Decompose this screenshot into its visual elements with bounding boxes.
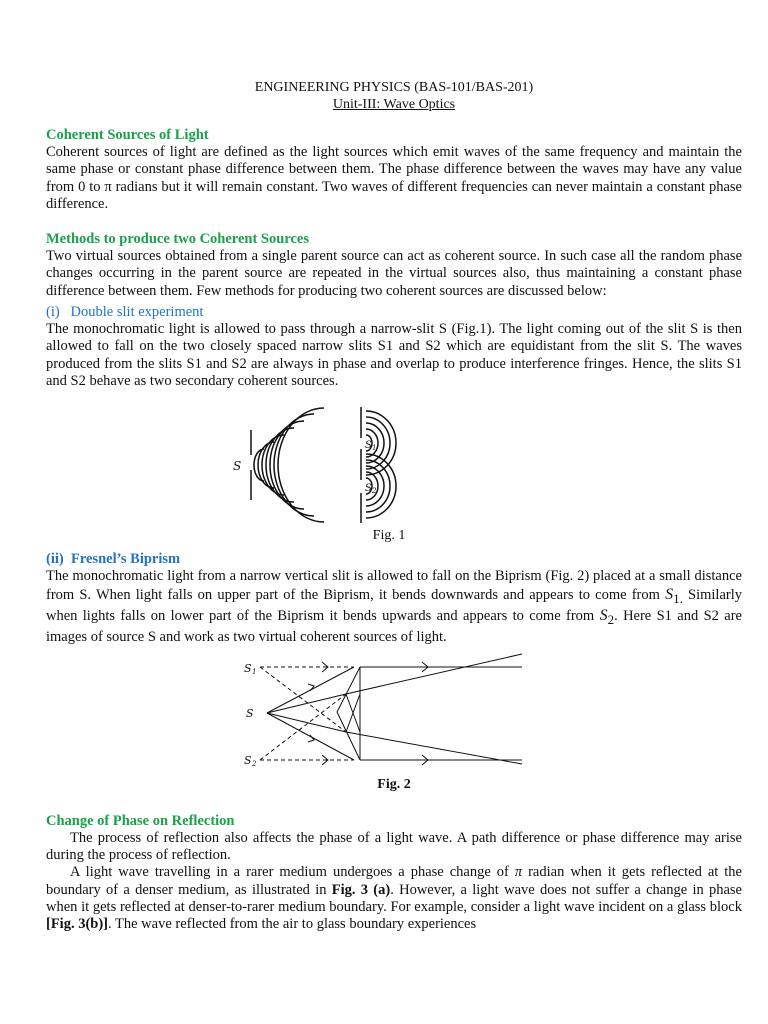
paragraph [46,568,742,646]
paragraph: The process of reflection also affects the phase of a light wave. A path difference or phase difference may arise during the process of reflection. [46,829,742,864]
symbol-subscript: 2 [607,612,615,628]
fig1-label-s1-sub: 1 [372,444,377,453]
unit-title: Unit-III: Wave Optics [332,97,456,112]
subsection-double-slit [46,303,742,390]
document-page [46,0,742,934]
fig1-label-s2: S [365,483,372,495]
symbol-subscript: 1. [673,590,683,606]
subsection-heading: (i) Double slit experiment [46,304,204,321]
text-run: . Here S1 and S2 are images of source S and work as two virtual coherent sources of light. [46,608,742,645]
figure-1-caption: Fig. 1 [372,528,406,544]
section-heading: Coherent Sources of Light [46,127,209,143]
fig1-label-s2-sub: 2 [372,487,377,496]
biprism-diagram [242,652,542,767]
text-run: . However, a light wave does not suffer a change in phase when it gets reflected at denser-to-rarer medium boundary. For example, consider a light wave incident on a glass block [46,881,742,916]
section-heading: Change of Phase on Reflection [46,812,235,829]
figure-2 [46,652,742,772]
fig2-label-s2-sub: 2 [252,759,257,767]
fig2-label-s1: S [244,661,252,675]
fig1-label-s: S [233,459,242,474]
paragraph [46,864,742,933]
fig2-label-s1-sub: 1 [252,667,257,676]
fig1-label-s1: S [365,440,372,452]
section-methods [46,230,742,300]
subsection-heading: (ii) Fresnel’s Biprism [46,551,181,568]
symbol-letter: S [665,585,674,603]
symbol-s2 [599,607,615,628]
pi-symbol: π [514,864,523,881]
symbol-letter: S [599,607,608,625]
fig2-label-s2: S [244,753,252,767]
text-run: Similarly when lights falls on lower part of the Biprism it bends upwards and appears to come from [46,586,742,625]
text-run: . The wave reflected from the air to glass boundary experiences [108,916,477,933]
double-slit-diagram [226,405,476,525]
figure-reference: Fig. 3 (a) [331,881,391,898]
text-run: A light wave travelling in a rarer medium undergoes a phase change of [70,864,515,881]
section-coherent-sources [46,126,742,213]
fig2-label-s: S [246,706,254,720]
paragraph: The monochromatic light is allowed to pass through a narrow-slit S (Fig.1). The light coming out of the slit S is then allowed to fall on the two closely spaced narrow slits S1 and S2 which are equidistant from the slit S. The waves produced from the slits S1 and S2 are always in phase and overlap to produce interference fringes. Hence, the slits S1 and S2 behave as two secondary coherent sources. [46,321,742,389]
section-heading: Methods to produce two Coherent Sources [46,231,310,248]
symbol-s1 [665,585,683,606]
figure-2-caption: Fig. 2 [377,776,411,792]
section-phase-reflection [46,812,742,934]
text-run: The monochromatic light from a narrow vertical slit is allowed to fall on the Biprism (Fig. 2) placed at a small distance from S. When light falls on upper part of the Biprism, it bends downwards and appears to come from [46,568,742,603]
text-run: radian when it gets reflected at the boundary of a denser medium, as illustrated in [46,864,742,898]
subsection-biprism [46,550,742,646]
course-title: ENGINEERING PHYSICS (BAS-101/BAS-201) [254,80,534,95]
paragraph: Coherent sources of light are defined as the light sources which emit waves of the same frequency and maintain the same phase or constant phase difference between them. The phase difference between the waves may have any value from 0 to π radians but it will remain constant. Two waves of different frequencies can never maintain a constant phase difference. [46,144,742,212]
figure-1 [46,405,742,527]
paragraph: Two virtual sources obtained from a single parent source can act as coherent source. In such case all the random phase changes occurring in the parent source are repeated in the virtual sources also, thus maintaining a constant phase difference between them. Few methods for producing two coherent sources are discussed below: [46,248,742,299]
figure-reference: [Fig. 3(b)] [46,916,109,933]
